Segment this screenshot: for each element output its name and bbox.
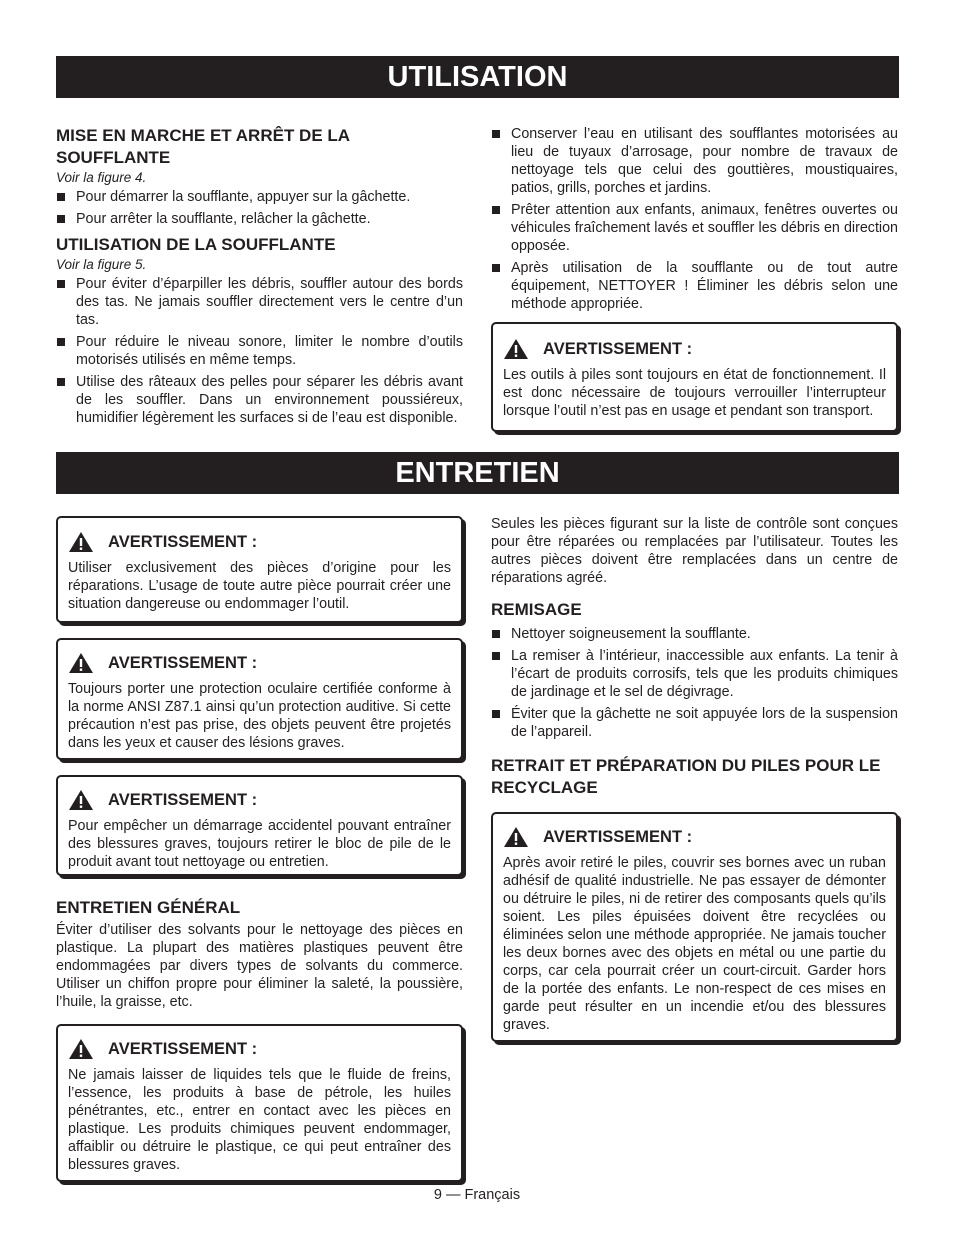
list-item: Prêter attention aux enfants, animaux, fenêtres ouvertes ou véhicules fraîchement lavés et souffler les débris en direction opposée. (491, 201, 898, 255)
list-item: Éviter que la gâchette ne soit appuyée lors de la suspension de l’appareil. (491, 705, 898, 741)
warning-triangle-icon (68, 531, 94, 553)
page-footer: 9 — Français (433, 1187, 521, 1203)
start-stop-heading: MISE EN MARCHE ET ARRÊT DE LA SOUFFLANTE (56, 126, 350, 167)
recycling-heading: RETRAIT ET PRÉPARATION DU PILES POUR LE RECYCLAGE (491, 756, 881, 797)
utilisation-banner: UTILISATION (56, 56, 899, 98)
storage-heading: REMISAGE (491, 600, 582, 619)
figure-reference: Voir la figure 4. (56, 170, 147, 185)
bullet-icon (57, 193, 65, 201)
warning-text: Toujours porter une protection oculaire certifiée conforme à la norme ANSI Z87.1 ainsi qu’un protection auditive. Si cette précaution n’est pas prise, des objets peuvent être projetés dans les yeux et causer des lésions graves. (68, 681, 451, 751)
bullet-icon (492, 710, 500, 718)
bullet-icon (57, 338, 65, 346)
list-item: Conserver l’eau en utilisant des soufflantes motorisées au lieu de tuyaux d’arrosage, pour nombre de travaux de nettoyage tels que celui des gouttières, moustiquaires, patios, grills, porches et jardins. (491, 125, 898, 197)
list-item: Pour arrêter la soufflante, relâcher la gâchette. (56, 210, 463, 228)
warning-triangle-icon (68, 652, 94, 674)
warning-header: AVERTISSEMENT : (68, 1038, 451, 1060)
list-item: Pour démarrer la soufflante, appuyer sur la gâchette. (56, 188, 463, 206)
bullet-icon (57, 215, 65, 223)
utilisation-right-column (491, 125, 898, 317)
list-item: Utilise des râteaux des pelles pour séparer les débris avant de les souffler. Dans un environnement poussiéreux, humidifier légèrement les surfaces si de l’eau est disponible. (56, 373, 463, 427)
warning-text: Pour empêcher un démarrage accidentel pouvant entraîner des blessures graves, toujours retirer le bloc de pile de le produit avant tout nettoyage ou entretien. (68, 818, 451, 870)
warning-triangle-icon (503, 826, 529, 848)
warning-header: AVERTISSEMENT : (503, 338, 886, 360)
storage-list (491, 625, 898, 741)
warning-header: AVERTISSEMENT : (68, 789, 451, 811)
figure-reference: Voir la figure 5. (56, 257, 147, 272)
list-item: Après utilisation de la soufflante ou de tout autre équipement, NETTOYER ! Éliminer les débris selon une méthode appropriée. (491, 259, 898, 313)
usage-heading: UTILISATION DE LA SOUFFLANTE (56, 235, 336, 254)
general-maintenance-section (56, 897, 463, 1011)
warning-text: Après avoir retiré le piles, couvrir ses bornes avec un ruban adhésif de qualité industrielle. Ne pas essayer de démonter ou détruire le piles, ni de retirer des composants quels qu’ils soient. Les piles épuisées doivent être recyclées ou éliminées selon une méthode appropriée. Ne jamais toucher les deux bornes avec des objets en métal ou une partie du corps, car cela pourrait créer un court-circuit. Garder hors de la portée des enfants. Le non-respect de ces mises en garde peut résulter en un incendie et/ou des blessures graves. (503, 855, 886, 1033)
bullet-icon (57, 378, 65, 386)
warning-triangle-icon (503, 338, 529, 360)
warning-header: AVERTISSEMENT : (503, 826, 886, 848)
utilisation-left-column (56, 125, 463, 431)
parts-text: Seules les pièces figurant sur la liste de contrôle sont conçues pour être réparées ou remplacées par l’utilisateur. Toutes les autres pièces doivent être remplacées dans un centre de réparations agréé. (491, 516, 898, 586)
start-stop-list (56, 188, 463, 228)
list-item: Pour éviter d’éparpiller les débris, souffler autour des bords des tas. Ne jamais souffler directement vers le centre d’un tas. (56, 275, 463, 329)
warning-box-eye-protection (56, 638, 463, 760)
general-maintenance-heading: ENTRETIEN GÉNÉRAL (56, 898, 241, 917)
list-item: La remiser à l’intérieur, inaccessible aux enfants. La tenir à l’écart de produits corrosifs, tels que les produits chimiques de jardinage et le sel de dégivrage. (491, 647, 898, 701)
warning-header: AVERTISSEMENT : (68, 652, 451, 674)
bullet-icon (57, 280, 65, 288)
warning-triangle-icon (68, 789, 94, 811)
bullet-icon (492, 206, 500, 214)
warning-box-original-parts (56, 516, 463, 623)
usage-tips-list (491, 125, 898, 313)
warning-triangle-icon (68, 1038, 94, 1060)
bullet-icon (492, 130, 500, 138)
warning-text: Ne jamais laisser de liquides tels que le fluide de freins, l’essence, les produits à base de pétrole, les huiles pénétrantes, etc., entrer en contact avec les pièces en plastique. Les produits chimiques peuvent endommager, affaiblir ou détruire le plastique, ce qui peut entraîner des blessures graves. (68, 1067, 451, 1173)
bullet-icon (492, 264, 500, 272)
warning-box-battery-recycling (491, 812, 898, 1042)
warning-box-chemicals (56, 1024, 463, 1182)
entretien-banner: ENTRETIEN (56, 452, 899, 494)
warning-box-accidental-start (56, 775, 463, 876)
warning-box-battery (491, 322, 898, 432)
warning-header: AVERTISSEMENT : (68, 531, 451, 553)
warning-text: Les outils à piles sont toujours en état de fonctionnement. Il est donc nécessaire de toujours verrouiller l’interrupteur lorsque l’outil n’est pas en usage et pendant son transport. (503, 367, 886, 419)
usage-list (56, 275, 463, 427)
bullet-icon (492, 630, 500, 638)
warning-text: Utiliser exclusivement des pièces d’origine pour les réparations. L’usage de toute autre pièce pourrait créer une situation dangereuse ou endommager l’outil. (68, 560, 451, 612)
general-maintenance-text: Éviter d’utiliser des solvants pour le nettoyage des pièces en plastique. La plupart des matières plastiques peuvent être endommagées par divers types de solvants du commerce. Utiliser un chiffon propre pour éliminer la saleté, la poussière, l’huile, la graisse, etc. (56, 922, 463, 1010)
bullet-icon (492, 652, 500, 660)
entretien-right-column (491, 515, 898, 799)
list-item: Nettoyer soigneusement la soufflante. (491, 625, 898, 643)
list-item: Pour réduire le niveau sonore, limiter le nombre d’outils motorisés utilisés en même temps. (56, 333, 463, 369)
